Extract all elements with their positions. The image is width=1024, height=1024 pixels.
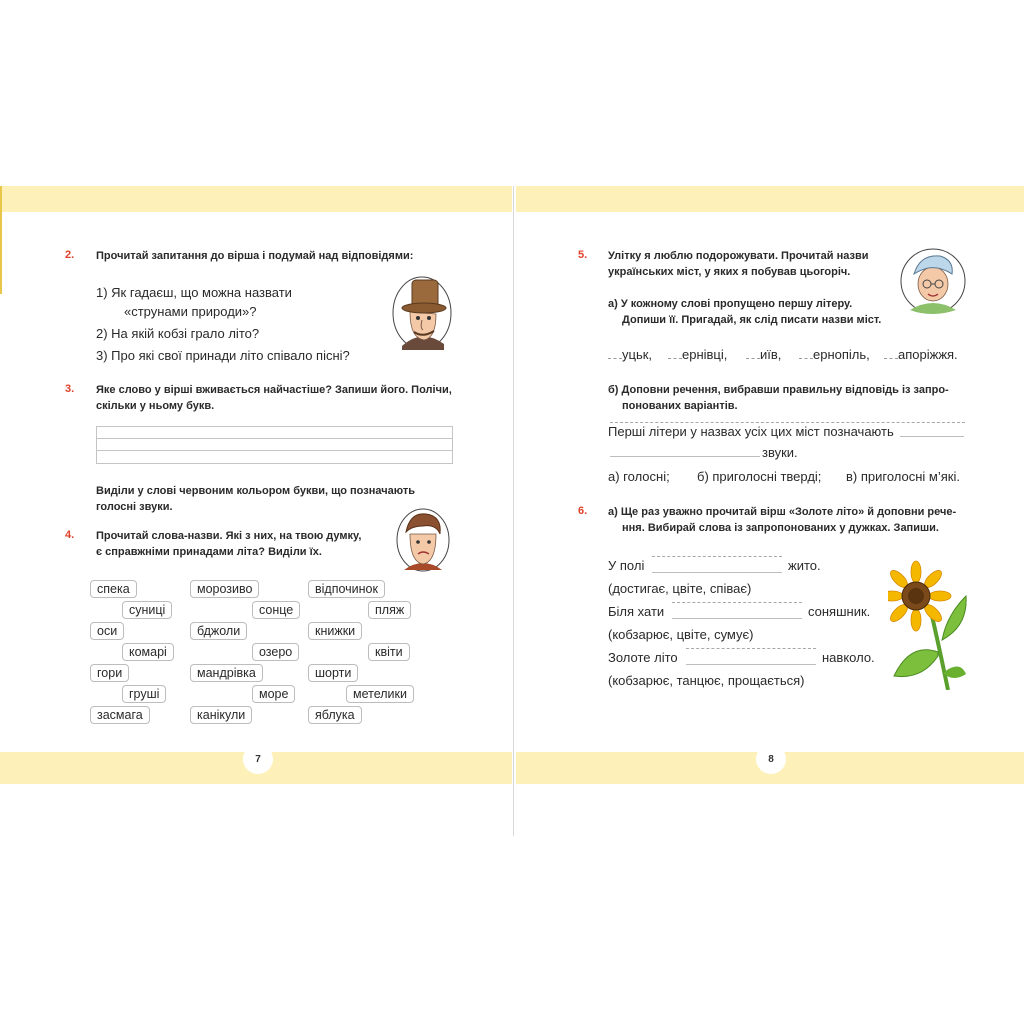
question-2-line-1: 1) Як гадаєш, що можна назвати [96,285,292,300]
question-3-note-line-1: Виділи у слові червоним кольором букви, що позначають [96,485,415,497]
top-band-right [516,186,1024,212]
question-6-number: 6. [578,505,588,517]
city-item[interactable]: уцьк, [608,347,652,363]
question-5a-line-2: Допиши її. Пригадай, як слід писати назви міст. [622,314,882,326]
word-chip[interactable]: морозиво [190,580,259,598]
question-5-prompt-line-1: Улітку я люблю подорожувати. Прочитай назви [608,250,869,262]
question-3-prompt-line-1: Яке слово у вірші вживається найчастіше? Запиши його. Полічи, [96,384,452,396]
option-c[interactable]: в) приголосні м’які. [846,469,960,484]
question-4-prompt-line-2: є справжніми принадами літа? Виділи їх. [96,546,322,558]
letter-blank[interactable] [668,358,682,359]
page-edge-marker [0,186,2,294]
question-2-number: 2. [65,249,75,261]
word-chip[interactable]: суниці [122,601,172,619]
word-chip[interactable]: море [252,685,295,703]
boy-with-cap-illustration [900,248,966,314]
word-chip[interactable]: метелики [346,685,414,703]
question-5-prompt-line-2: українських міст, у яких я побував цьогоріч. [608,266,851,278]
answer-guide-line [686,648,816,649]
book-spine [513,186,514,836]
sentence-2-start: Біля хати [608,604,665,619]
man-with-hat-illustration [392,268,456,350]
question-2-line-3: 2) На якій кобзі грало літо? [96,326,260,341]
question-2-line-2: «струнами природи»? [124,304,257,319]
word-chip[interactable]: канікули [190,706,252,724]
answer-line[interactable] [610,456,760,457]
answer-guide-line [652,556,782,557]
question-5b-sentence-start: Перші літери у назвах усіх цих міст позначають [608,424,894,439]
sentence-3-options: (кобзарює, танцює, прощається) [608,673,805,688]
answer-line[interactable] [672,618,802,619]
question-3-note-line-2: голосні звуки. [96,501,173,513]
city-item[interactable]: апоріжжя. [884,347,958,363]
question-4-prompt-line-1: Прочитай слова-назви. Які з них, на твою думку, [96,530,362,542]
question-6-prompt-line-2: ння. Вибирай слова із запропонованих у дужках. Запиши. [622,522,939,534]
word-chip[interactable]: книжки [308,622,362,640]
question-3-number: 3. [65,383,75,395]
question-2-prompt: Прочитай запитання до вірша і подумай над відповідями: [96,250,414,262]
letter-blank[interactable] [884,358,898,359]
woman-illustration [396,506,450,572]
sentence-1-start: У полі [608,558,645,573]
word-chip[interactable]: мандрівка [190,664,263,682]
page-number-right: 8 [756,744,786,774]
top-band-left [0,186,512,212]
word-chip[interactable]: яблука [308,706,362,724]
question-3-prompt-line-2: скільки у ньому букв. [96,400,215,412]
word-chip[interactable]: відпочинок [308,580,385,598]
question-5a-line-1: а) У кожному слові пропущено першу літеру. [608,298,853,310]
page-number-left: 7 [243,744,273,774]
question-5b-line-1: б) Доповни речення, вибравши правильну відповідь із запро- [608,384,949,396]
question-5b-sentence-end: звуки. [762,445,798,460]
word-chip[interactable]: спека [90,580,137,598]
answer-guide-line [610,422,965,423]
word-chip[interactable]: шорти [308,664,358,682]
word-chip[interactable]: озеро [252,643,299,661]
word-chip[interactable]: засмага [90,706,150,724]
sentence-1-options: (достигає, цвіте, співає) [608,581,752,596]
answer-line[interactable] [652,572,782,573]
sunflower-illustration [888,556,970,690]
word-chip[interactable]: квіти [368,643,410,661]
answer-line[interactable] [900,436,964,437]
city-item[interactable]: иїв, [746,347,781,363]
word-chip[interactable]: груші [122,685,166,703]
letter-blank[interactable] [746,358,760,359]
question-5-number: 5. [578,249,588,261]
sentence-2-end: соняшник. [808,604,871,619]
question-6-prompt-line-1: а) Ще раз уважно прочитай вірш «Золоте літо» й доповни рече- [608,506,957,518]
answer-guide-line [672,602,802,603]
city-item[interactable]: ернопіль, [799,347,870,363]
word-chip[interactable]: оси [90,622,124,640]
question-4-number: 4. [65,529,75,541]
answer-line[interactable] [686,664,816,665]
question-5b-line-2: понованих варіантів. [622,400,738,412]
question-2-line-4: 3) Про які свої принади літо співало пісні? [96,348,350,363]
writing-lines[interactable] [96,426,453,464]
word-chip[interactable]: комарі [122,643,174,661]
option-a[interactable]: а) голосні; [608,469,670,484]
sentence-1-end: жито. [788,558,821,573]
word-chip[interactable]: гори [90,664,129,682]
word-chip[interactable]: сонце [252,601,300,619]
sentence-3-start: Золоте літо [608,650,678,665]
letter-blank[interactable] [799,358,813,359]
word-chip[interactable]: бджоли [190,622,247,640]
letter-blank[interactable] [608,358,622,359]
city-item[interactable]: ернівці, [668,347,727,363]
sentence-3-end: навколо. [822,650,875,665]
option-b[interactable]: б) приголосні тверді; [697,469,822,484]
word-chip[interactable]: пляж [368,601,411,619]
sentence-2-options: (кобзарює, цвіте, сумує) [608,627,754,642]
